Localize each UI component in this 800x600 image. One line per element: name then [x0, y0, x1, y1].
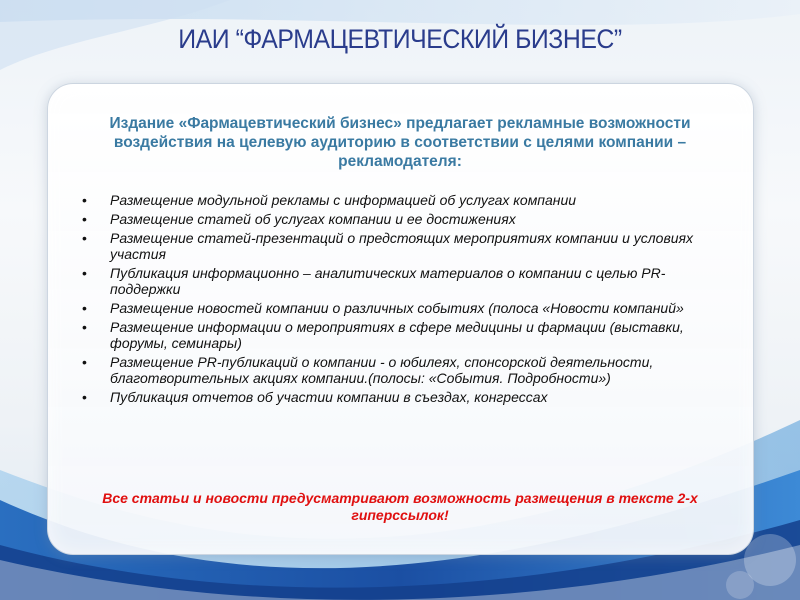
bullet-list	[82, 192, 732, 408]
bullet-text: Размещение новостей компании о различных событиях (полоса «Новости компаний»	[110, 300, 684, 316]
bullet-dot-icon: •	[82, 354, 87, 370]
list-item	[82, 389, 732, 405]
list-item	[82, 265, 732, 297]
bullet-dot-icon: •	[82, 265, 87, 281]
list-item	[82, 230, 732, 262]
intro-text: Издание «Фармацевтический бизнес» предлагает рекламные возможности воздействия на целевую аудиторию в соответствии с целями компании – рекламодателя:	[109, 115, 691, 170]
bullet-dot-icon: •	[82, 389, 87, 405]
bullet-text: Размещение статей об услугах компании и ее достижениях	[110, 211, 516, 227]
bullet-text: Размещение PR-публикаций о компании - о юбилеях, спонсорской деятельности, благотворительных акциях компании.(полосы: «События. Подробности»)	[110, 354, 654, 386]
bullet-dot-icon: •	[82, 211, 87, 227]
list-item	[82, 211, 732, 227]
bullet-text: Публикация отчетов об участии компании в съездах, конгрессах	[110, 389, 548, 405]
bullet-text: Публикация информационно – аналитических материалов о компании с целью PR-поддержки	[110, 265, 666, 297]
hyperlink-note: Все статьи и новости предусматривают возможность размещения в тексте 2-х гиперссылок!	[102, 490, 698, 523]
slide-title: ИАИ “ФАРМАЦЕВТИЧЕСКИЙ БИЗНЕС”	[178, 24, 622, 54]
bullet-dot-icon: •	[82, 192, 87, 208]
bullet-dot-icon: •	[82, 230, 87, 246]
list-item	[82, 300, 732, 316]
list-item	[82, 319, 732, 351]
bullet-text: Размещение статей-презентаций о предстоящих мероприятиях компании и условиях участия	[110, 230, 694, 262]
list-item	[82, 192, 732, 208]
bullet-text: Размещение модульной рекламы с информацией об услугах компании	[110, 192, 577, 208]
bullet-dot-icon: •	[82, 300, 87, 316]
bullet-text: Размещение информации о мероприятиях в сфере медицины и фармации (выставки, форумы, семинары)	[110, 319, 684, 351]
bullet-dot-icon: •	[82, 319, 87, 335]
list-item	[82, 354, 732, 386]
